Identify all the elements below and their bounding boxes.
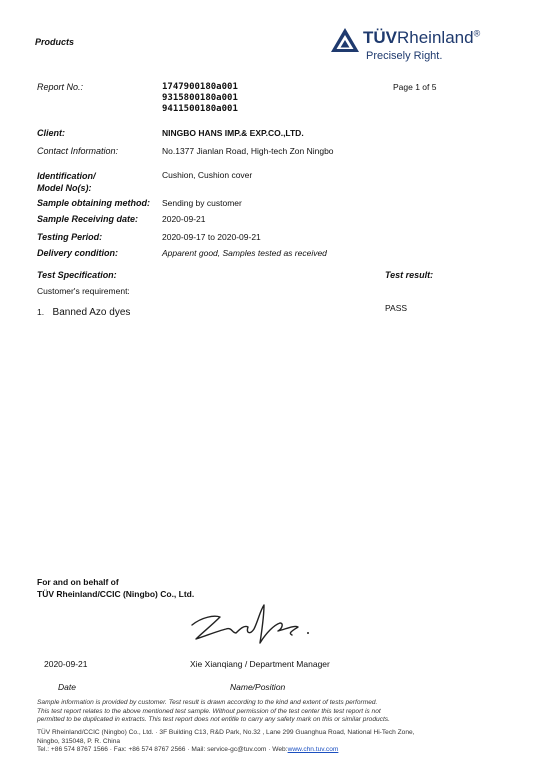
identification-label-line: Identification/ — [37, 171, 96, 181]
signature-date: 2020-09-21 — [44, 659, 88, 669]
identification-value: Cushion, Cushion cover — [162, 170, 253, 180]
test-row — [37, 302, 130, 320]
handwritten-signature — [180, 599, 330, 649]
disclaimer — [37, 699, 390, 725]
test-result-label: Test result: — [385, 270, 434, 280]
sample-method-value: Sending by customer — [162, 198, 242, 208]
disclaimer-line: This test report relates to the above mentioned test sample. Without permission of the test center this test report is not — [37, 707, 381, 715]
disclaimer-line: Sample information is provided by customer. Test result is drawn according to the kind and extent of tests performed. — [37, 699, 378, 706]
report-no-label: Report No.: — [37, 82, 84, 92]
test-row-result: PASS — [385, 303, 408, 313]
name-caption: Name/Position — [230, 682, 286, 692]
test-row-name: Banned Azo dyes — [52, 307, 131, 318]
on-behalf-company: TÜV Rheinland/CCIC (Ningbo) Co., Ltd. — [37, 589, 195, 599]
identification-label — [37, 170, 96, 194]
website-link[interactable]: www.chn.tuv.com — [287, 746, 339, 753]
date-caption: Date — [58, 682, 76, 692]
sample-date-label: Sample Receiving date: — [37, 214, 139, 224]
address-line: Ningbo, 315048, P. R. China — [37, 737, 121, 745]
client-label: Client: — [37, 128, 65, 138]
delivery-label: Delivery condition: — [37, 248, 119, 258]
on-behalf-block — [37, 576, 194, 600]
contact-details: Tel.: +86 574 8767 1566 · Fax: +86 574 8767 2566 · Mail: service-gc@tuv.com · Web: — [37, 746, 288, 753]
tuv-logo — [330, 27, 490, 67]
brand-prefix: TÜV — [363, 28, 397, 47]
report-number: 9315800180a001 — [162, 93, 238, 103]
address-line: TÜV Rheinland/CCIC (Ningbo) Co., Ltd. · 3F Building C13, R&D Park, No.32 , Lane 299 Guanghua Road, National Hi-Tech Zone, — [37, 729, 415, 736]
brand-wordmark — [363, 28, 480, 48]
identification-label-line: Model No(s): — [37, 183, 92, 193]
brand-registered: ® — [473, 28, 481, 39]
signature-name: Xie Xianqiang / Department Manager — [190, 659, 330, 669]
header-section-label: Products — [35, 37, 75, 47]
triangle-logo-icon — [330, 27, 360, 53]
company-address — [37, 729, 415, 755]
test-spec-label: Test Specification: — [37, 270, 117, 280]
brand-slogan: Precisely Right. — [366, 50, 443, 62]
report-number: 1747900180a001 — [162, 82, 238, 92]
test-row-number: 1. — [37, 307, 45, 317]
delivery-value: Apparent good, Samples tested as received — [162, 248, 327, 258]
customer-requirement-label: Customer's requirement: — [37, 286, 130, 296]
sample-date-value: 2020-09-21 — [162, 214, 206, 224]
disclaimer-line: permitted to be duplicated in extracts. This test report does not entitle to carry any safety mark on this or similar products. — [37, 716, 390, 723]
contact-value: No.1377 Jianlan Road, High-tech Zon Ningbo — [162, 146, 334, 156]
page-indicator: Page 1 of 5 — [393, 82, 437, 92]
testing-period-label: Testing Period: — [37, 232, 103, 242]
sample-method-label: Sample obtaining method: — [37, 198, 151, 208]
report-numbers — [162, 82, 238, 115]
contact-line — [37, 746, 415, 755]
client-value: NINGBO HANS IMP.& EXP.CO.,LTD. — [162, 128, 304, 138]
contact-label: Contact Information: — [37, 146, 119, 156]
on-behalf-line: For and on behalf of — [37, 577, 119, 587]
testing-period-value: 2020-09-17 to 2020-09-21 — [162, 232, 261, 242]
report-number: 9411500180a001 — [162, 104, 238, 114]
brand-name: Rheinland — [397, 28, 474, 47]
